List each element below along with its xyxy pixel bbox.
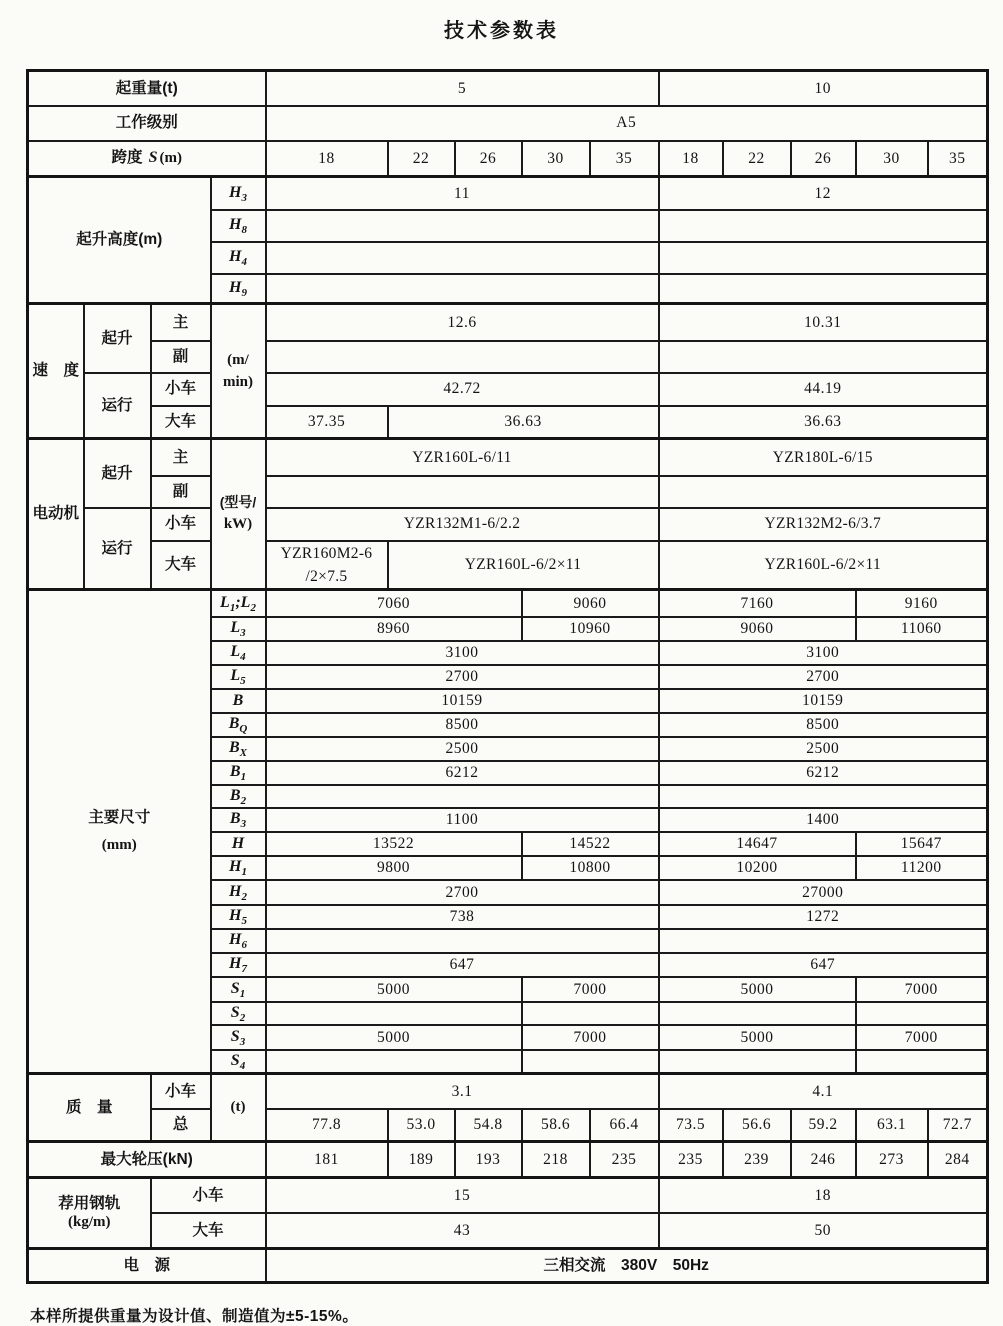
page-title: 技术参数表: [444, 20, 559, 42]
row-speed-trolley: [28, 373, 988, 406]
speed-hoist-label: 起升: [84, 304, 151, 373]
dim-value: [522, 1050, 659, 1074]
speed-trolley-10t: 44.19: [659, 373, 988, 406]
dim-value: 7160: [659, 590, 856, 617]
span-value: 35: [928, 141, 988, 177]
mass-total-value: 63.1: [856, 1109, 928, 1142]
duty-value: A5: [266, 106, 988, 141]
dim-value: 11200: [856, 856, 988, 880]
dim-value: 9060: [659, 617, 856, 641]
dim-value: 1272: [659, 905, 988, 929]
mass-trolley-5t: 3.1: [266, 1074, 659, 1109]
dim-value: 27000: [659, 880, 988, 905]
motor-main-5t: YZR160L-6/11: [266, 439, 659, 476]
rail-trolley-label: 小车: [151, 1178, 266, 1213]
dim-symbol: $B_Q$: [211, 713, 266, 737]
dim-symbol: $B_2$: [211, 785, 266, 808]
hoist-h9-5t: [266, 274, 659, 304]
dim-symbol: $B_1$: [211, 761, 266, 785]
wheel-load-value: 181: [266, 1142, 388, 1178]
rail-crane-5t: 43: [266, 1213, 659, 1249]
rail-trolley-10t: 18: [659, 1178, 988, 1213]
dim-value: [659, 785, 988, 808]
speed-crane-5t-rest: 36.63: [388, 406, 659, 439]
dim-value: [856, 1002, 988, 1025]
dim-symbol: $H_5$: [211, 905, 266, 929]
dim-value: 6212: [659, 761, 988, 785]
dimensions-label: 主要尺寸 (mm): [28, 590, 211, 1074]
dim-value: 9800: [266, 856, 522, 880]
hoist-h9-10t: [659, 274, 988, 304]
motor-trolley-label: 小车: [151, 508, 211, 541]
dim-value: 11060: [856, 617, 988, 641]
hoist-height-symbol: $H_9$: [211, 274, 266, 304]
dim-value: 10960: [522, 617, 659, 641]
speed-trolley-label: 小车: [151, 373, 211, 406]
span-value: 18: [266, 141, 388, 177]
dim-value: 1100: [266, 808, 659, 832]
hoist-height-symbol: $H_3$: [211, 177, 266, 210]
row-wheel-load: [28, 1142, 988, 1178]
dim-value: 2700: [266, 880, 659, 905]
hoist-h3-10t: 12: [659, 177, 988, 210]
hoist-h4-10t: [659, 242, 988, 274]
dim-value: [659, 929, 988, 953]
row-dim-l1l2: [28, 590, 988, 617]
dim-symbol: $H_1$: [211, 856, 266, 880]
dim-symbol: $S_2$: [211, 1002, 266, 1025]
dim-value: 5000: [659, 977, 856, 1002]
wheel-load-value: 235: [590, 1142, 659, 1178]
dim-value: 2500: [266, 737, 659, 761]
row-rail-trolley: [28, 1178, 988, 1213]
dim-symbol: $S_3$: [211, 1025, 266, 1050]
row-motor-aux: [28, 476, 988, 508]
span-value: 35: [590, 141, 659, 177]
motor-crane-10t: YZR160L-6/2×11: [659, 541, 988, 590]
speed-crane-5t-18: 37.35: [266, 406, 388, 439]
dim-value: 7000: [856, 977, 988, 1002]
row-mass-trolley: [28, 1074, 988, 1109]
span-symbol: S: [148, 149, 158, 167]
dim-value: 13522: [266, 832, 522, 856]
wheel-load-label: 最大轮压(kN): [28, 1142, 266, 1178]
dim-value: 6212: [266, 761, 659, 785]
dim-value: 7000: [522, 977, 659, 1002]
speed-crane-label: 大车: [151, 406, 211, 439]
mass-total-label: 总: [151, 1109, 211, 1142]
dim-value: 9160: [856, 590, 988, 617]
span-value: 30: [522, 141, 590, 177]
capacity-label: 起重量(t): [28, 71, 266, 106]
dim-symbol: $H_6$: [211, 929, 266, 953]
dim-value: 7000: [856, 1025, 988, 1050]
dim-value: [266, 1002, 522, 1025]
span-value: 22: [723, 141, 791, 177]
dim-value: [266, 929, 659, 953]
dim-value: 2500: [659, 737, 988, 761]
wheel-load-value: 273: [856, 1142, 928, 1178]
hoist-height-symbol: $H_4$: [211, 242, 266, 274]
motor-aux-5t: [266, 476, 659, 508]
row-speed-main: [28, 304, 988, 341]
mass-label: 质 量: [28, 1074, 151, 1142]
motor-main-10t: YZR180L-6/15: [659, 439, 988, 476]
mass-total-value: 72.7: [928, 1109, 988, 1142]
dim-value: 5000: [266, 1025, 522, 1050]
dim-symbol: $L_5$: [211, 665, 266, 689]
row-hoist-h3: [28, 177, 988, 210]
dim-value: 3100: [266, 641, 659, 665]
row-rail-crane: [28, 1213, 988, 1249]
rail-crane-10t: 50: [659, 1213, 988, 1249]
mass-total-value: 66.4: [590, 1109, 659, 1142]
dim-value: [266, 1050, 522, 1074]
motor-hoist-label: 起升: [84, 439, 151, 508]
dim-value: 9060: [522, 590, 659, 617]
row-capacity: [28, 71, 988, 106]
dim-symbol: H: [211, 832, 266, 856]
dim-value: [856, 1050, 988, 1074]
motor-trolley-5t: YZR132M1-6/2.2: [266, 508, 659, 541]
dim-value: 14522: [522, 832, 659, 856]
speed-main-10t: 10.31: [659, 304, 988, 341]
dim-value: 647: [266, 953, 659, 977]
motor-unit: (型号/ kW): [211, 439, 266, 590]
dim-value: [659, 1002, 856, 1025]
dim-value: [266, 785, 659, 808]
motor-main-label: 主: [151, 439, 211, 476]
dim-symbol: $L_3$: [211, 617, 266, 641]
span-value: 26: [791, 141, 856, 177]
dim-value: 10159: [659, 689, 988, 713]
dim-value: 10800: [522, 856, 659, 880]
dim-value: 10200: [659, 856, 856, 880]
span-value: 30: [856, 141, 928, 177]
span-value: 26: [455, 141, 522, 177]
wheel-load-value: 235: [659, 1142, 723, 1178]
mass-trolley-label: 小车: [151, 1074, 211, 1109]
dim-value: 647: [659, 953, 988, 977]
dim-value: 2700: [659, 665, 988, 689]
dim-symbol: $H_7$: [211, 953, 266, 977]
row-speed-aux: [28, 341, 988, 373]
capacity-10t: 10: [659, 71, 988, 106]
hoist-h4-5t: [266, 242, 659, 274]
mass-total-value: 53.0: [388, 1109, 455, 1142]
dim-value: 5000: [659, 1025, 856, 1050]
wheel-load-value: 193: [455, 1142, 522, 1178]
motor-label: 电动机: [28, 439, 84, 590]
dim-symbol: $S_4$: [211, 1050, 266, 1074]
duty-label: 工作级别: [28, 106, 266, 141]
mass-total-value: 77.8: [266, 1109, 388, 1142]
dim-value: 7060: [266, 590, 522, 617]
mass-total-value: 59.2: [791, 1109, 856, 1142]
dim-value: 1400: [659, 808, 988, 832]
dim-symbol: $B_3$: [211, 808, 266, 832]
power-value: 三相交流 380V 50Hz: [266, 1249, 988, 1283]
row-duty: [28, 106, 988, 141]
speed-aux-10t: [659, 341, 988, 373]
row-power: [28, 1249, 988, 1283]
span-label: 跨度 S (m): [28, 141, 266, 177]
hoist-h3-5t: 11: [266, 177, 659, 210]
dim-symbol: $B_X$: [211, 737, 266, 761]
speed-trolley-5t: 42.72: [266, 373, 659, 406]
mass-unit: (t): [211, 1074, 266, 1142]
mass-total-value: 58.6: [522, 1109, 590, 1142]
speed-aux-5t: [266, 341, 659, 373]
speed-main-label: 主: [151, 304, 211, 341]
mass-total-value: 73.5: [659, 1109, 723, 1142]
spec-table: [26, 69, 989, 1284]
dim-symbol: B: [211, 689, 266, 713]
span-value: 18: [659, 141, 723, 177]
motor-aux-10t: [659, 476, 988, 508]
dim-value: 5000: [266, 977, 522, 1002]
speed-crane-10t: 36.63: [659, 406, 988, 439]
rail-crane-label: 大车: [151, 1213, 266, 1249]
wheel-load-value: 189: [388, 1142, 455, 1178]
motor-trolley-10t: YZR132M2-6/3.7: [659, 508, 988, 541]
capacity-5t: 5: [266, 71, 659, 106]
dim-symbol: $S_1$: [211, 977, 266, 1002]
dim-value: [659, 1050, 856, 1074]
speed-aux-label: 副: [151, 341, 211, 373]
mass-total-value: 54.8: [455, 1109, 522, 1142]
wheel-load-value: 246: [791, 1142, 856, 1178]
row-motor-main: [28, 439, 988, 476]
footnote: 本样所提供重量为设计值、制造值为±5-15%。: [30, 1308, 359, 1326]
row-mass-total: [28, 1109, 988, 1142]
dim-symbol: $L_1;L_2$: [211, 590, 266, 617]
dim-value: 10159: [266, 689, 659, 713]
motor-aux-label: 副: [151, 476, 211, 508]
dim-value: 14647: [659, 832, 856, 856]
speed-label: 速 度: [28, 304, 84, 439]
motor-travel-label: 运行: [84, 508, 151, 590]
dim-symbol: $H_2$: [211, 880, 266, 905]
mass-trolley-10t: 4.1: [659, 1074, 988, 1109]
wheel-load-value: 284: [928, 1142, 988, 1178]
row-motor-trolley: [28, 508, 988, 541]
dim-value: 3100: [659, 641, 988, 665]
rail-label: 荐用钢轨 (kg/m): [28, 1178, 151, 1249]
hoist-h8-10t: [659, 210, 988, 242]
speed-travel-label: 运行: [84, 373, 151, 439]
hoist-height-symbol: $H_8$: [211, 210, 266, 242]
dim-value: 8500: [266, 713, 659, 737]
motor-crane-5t-18: YZR160M2-6 /2×7.5: [266, 541, 388, 590]
hoist-h8-5t: [266, 210, 659, 242]
dim-value: [522, 1002, 659, 1025]
row-speed-crane: [28, 406, 988, 439]
rail-trolley-5t: 15: [266, 1178, 659, 1213]
dim-value: 15647: [856, 832, 988, 856]
dim-symbol: $L_4$: [211, 641, 266, 665]
row-motor-crane: [28, 541, 988, 590]
mass-total-value: 56.6: [723, 1109, 791, 1142]
wheel-load-value: 239: [723, 1142, 791, 1178]
span-value: 22: [388, 141, 455, 177]
motor-crane-5t-rest: YZR160L-6/2×11: [388, 541, 659, 590]
motor-crane-label: 大车: [151, 541, 211, 590]
power-label: 电 源: [28, 1249, 266, 1283]
dim-value: 2700: [266, 665, 659, 689]
speed-unit: (m/ min): [211, 304, 266, 439]
hoist-height-label: 起升高度(m): [28, 177, 211, 304]
dim-value: 7000: [522, 1025, 659, 1050]
speed-main-5t: 12.6: [266, 304, 659, 341]
dim-value: 738: [266, 905, 659, 929]
row-span: [28, 141, 988, 177]
dim-value: 8960: [266, 617, 522, 641]
dim-value: 8500: [659, 713, 988, 737]
wheel-load-value: 218: [522, 1142, 590, 1178]
